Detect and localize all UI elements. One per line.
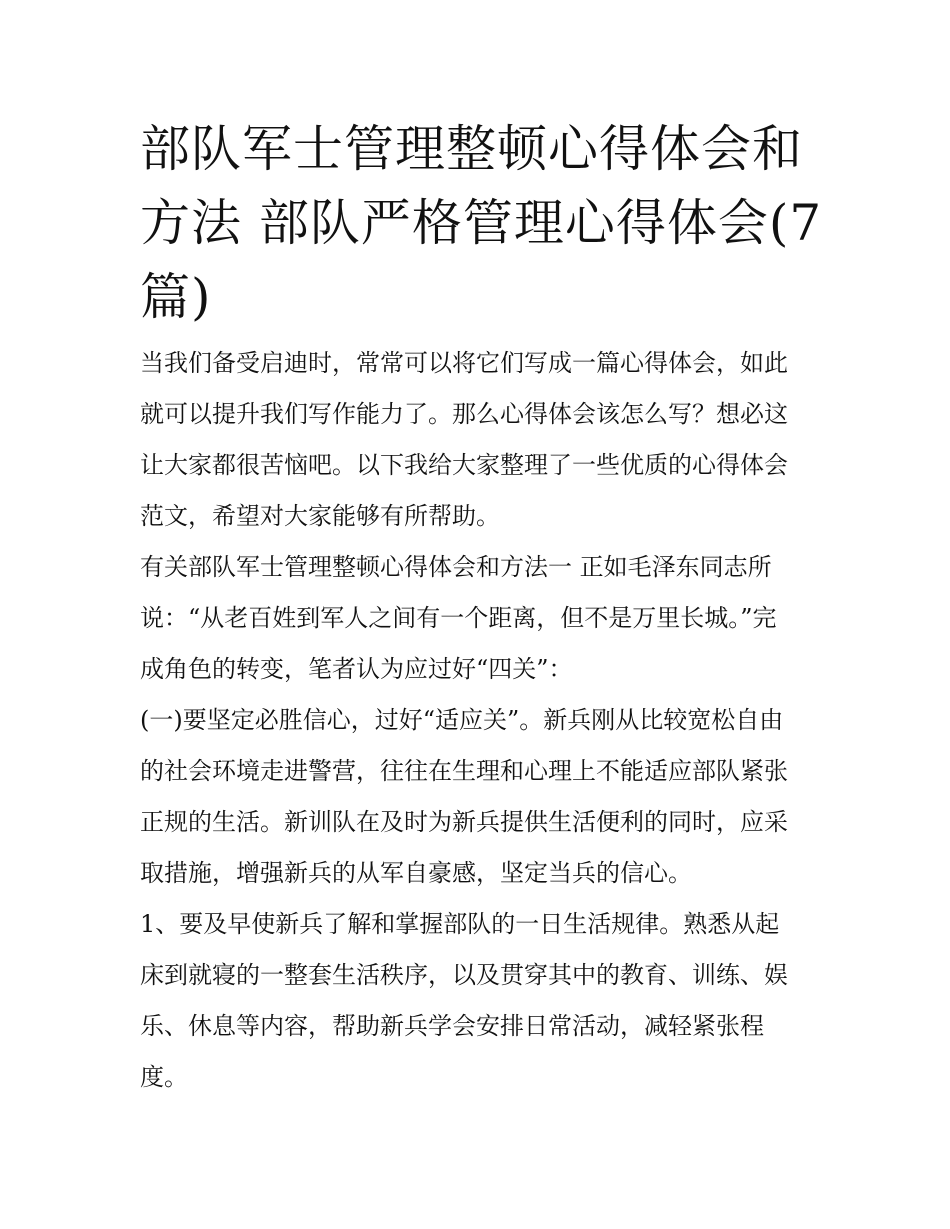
document-content (140, 112, 823, 1103)
title-line: 篇) (140, 268, 212, 326)
title-line: 部队军士管理整顿心得体会和 (140, 120, 803, 178)
section-one-paragraph (140, 542, 815, 695)
text-line: 有关部队军士管理整顿心得体会和方法一 正如毛泽东同志所 (140, 553, 772, 581)
text-line: 就可以提升我们写作能力了。那么心得体会该怎么写？想必这 (140, 400, 788, 428)
adaptation-paragraph (140, 695, 815, 899)
text-line: 床到就寝的一整套生活秩序，以及贯穿其中的教育、训练、娱 (140, 961, 788, 989)
text-line: 乐、休息等内容，帮助新兵学会安排日常活动，减轻紧张程 (140, 1012, 764, 1040)
text-line: (一)要坚定必胜信心，过好“适应关”。新兵刚从比较宽松自由 (140, 706, 784, 734)
item-one-paragraph (140, 899, 815, 1103)
text-line: 的社会环境走进警营，往往在生理和心理上不能适应部队紧张 (140, 757, 788, 785)
text-line: 当我们备受启迪时，常常可以将它们写成一篇心得体会，如此 (140, 349, 788, 377)
document-title (140, 112, 823, 334)
text-line: 正规的生活。新训队在及时为新兵提供生活便利的同时，应采 (140, 808, 788, 836)
text-line: 说：“从老百姓到军人之间有一个距离，但不是万里长城。”完 (140, 604, 777, 632)
text-line: 取措施，增强新兵的从军自豪感，坚定当兵的信心。 (140, 859, 692, 887)
title-line: 方法 部队严格管理心得体会(7 (140, 194, 823, 252)
text-line: 1、要及早使新兵了解和掌握部队的一日生活规律。熟悉从起 (140, 910, 780, 938)
text-line: 成角色的转变，笔者认为应过好“四关”： (140, 655, 573, 683)
text-line: 让大家都很苦恼吧。以下我给大家整理了一些优质的心得体会 (140, 451, 788, 479)
text-line: 度。 (140, 1063, 188, 1091)
text-line: 范文，希望对大家能够有所帮助。 (140, 502, 500, 530)
intro-paragraph (140, 338, 815, 542)
